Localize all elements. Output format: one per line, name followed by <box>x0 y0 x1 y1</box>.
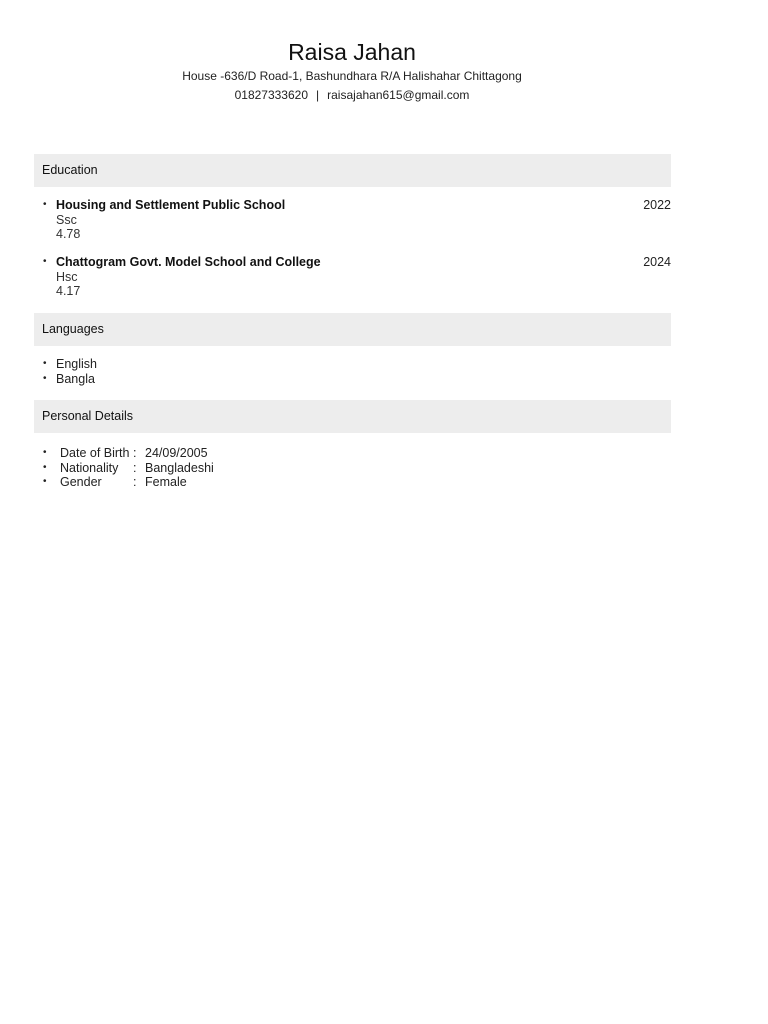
school-name: Chattogram Govt. Model School and College <box>56 255 321 269</box>
personal-details-heading: Personal Details <box>34 400 671 433</box>
address-line: House -636/D Road-1, Bashundhara R/A Halishahar Chittagong <box>182 69 522 83</box>
bullet-icon: • <box>43 476 47 487</box>
detail-label: Nationality <box>60 460 119 475</box>
detail-colon: : <box>133 446 137 460</box>
education-year: 2022 <box>643 198 671 212</box>
languages-heading: Languages <box>34 313 671 346</box>
list-item <box>34 372 671 387</box>
phone-number: 01827333620 <box>234 88 309 102</box>
language-name: Bangla <box>56 371 95 386</box>
bullet-icon: • <box>43 447 47 458</box>
education-item <box>34 255 671 299</box>
education-level: Ssc <box>56 212 77 227</box>
email-address: raisajahan615@gmail.com <box>327 88 470 102</box>
education-year: 2024 <box>643 255 671 269</box>
education-result: 4.78 <box>56 227 81 241</box>
detail-value: Female <box>145 475 187 489</box>
detail-label: Gender <box>60 475 102 489</box>
resume-header <box>0 38 704 104</box>
detail-colon: : <box>133 475 137 489</box>
list-item <box>34 357 671 372</box>
detail-value: 24/09/2005 <box>145 446 208 460</box>
detail-label: Date of Birth <box>60 446 130 460</box>
language-name: English <box>56 357 97 371</box>
personal-details-list <box>34 446 671 490</box>
contact-line <box>0 87 704 104</box>
list-item <box>34 446 671 461</box>
bullet-icon: • <box>43 372 47 384</box>
education-result: 4.17 <box>56 284 81 298</box>
education-level: Hsc <box>56 269 78 284</box>
bullet-icon: • <box>43 199 47 210</box>
school-name: Housing and Settlement Public School <box>56 198 286 212</box>
education-heading: Education <box>34 154 671 187</box>
languages-list <box>34 357 671 386</box>
bullet-icon: • <box>43 461 47 473</box>
bullet-icon: • <box>43 358 47 369</box>
education-item <box>34 198 671 242</box>
detail-value: Bangladeshi <box>145 460 214 475</box>
bullet-icon: • <box>43 256 47 267</box>
contact-separator: | <box>316 88 320 102</box>
list-item <box>34 475 671 490</box>
detail-colon: : <box>133 460 137 475</box>
applicant-name: Raisa Jahan <box>288 39 416 65</box>
list-item <box>34 461 671 476</box>
